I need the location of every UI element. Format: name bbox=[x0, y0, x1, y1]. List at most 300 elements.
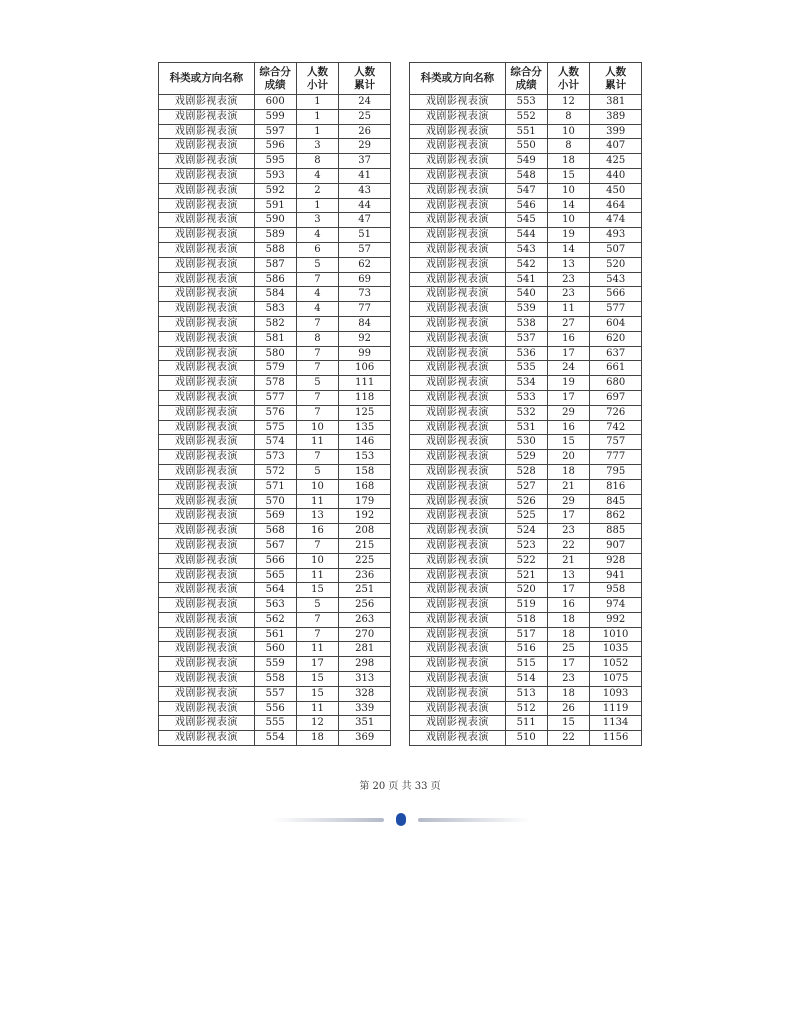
cell-cumulative: 84 bbox=[339, 316, 391, 331]
cell-score: 559 bbox=[254, 657, 296, 672]
cell-category: 戏剧影视表演 bbox=[410, 316, 506, 331]
cell-category: 戏剧影视表演 bbox=[159, 509, 255, 524]
cell-score: 561 bbox=[254, 627, 296, 642]
cell-cumulative: 680 bbox=[590, 376, 642, 391]
table-row bbox=[159, 598, 391, 613]
cell-count: 18 bbox=[547, 612, 590, 627]
cell-count: 18 bbox=[547, 464, 590, 479]
cell-cumulative: 41 bbox=[339, 168, 391, 183]
table-row bbox=[159, 272, 391, 287]
table-row bbox=[410, 672, 642, 687]
table-row bbox=[410, 450, 642, 465]
cell-category: 戏剧影视表演 bbox=[159, 435, 255, 450]
cell-score: 577 bbox=[254, 390, 296, 405]
cell-category: 戏剧影视表演 bbox=[159, 154, 255, 169]
cell-category: 戏剧影视表演 bbox=[410, 257, 506, 272]
cell-score: 556 bbox=[254, 701, 296, 716]
cell-count: 17 bbox=[547, 390, 590, 405]
cell-score: 571 bbox=[254, 479, 296, 494]
table-row bbox=[159, 494, 391, 509]
cell-count: 16 bbox=[296, 524, 339, 539]
cell-count: 7 bbox=[296, 538, 339, 553]
cell-category: 戏剧影视表演 bbox=[159, 213, 255, 228]
cell-count: 21 bbox=[547, 553, 590, 568]
table-body-right bbox=[410, 95, 642, 746]
cell-cumulative: 450 bbox=[590, 183, 642, 198]
table-row bbox=[410, 228, 642, 243]
cell-score: 533 bbox=[505, 390, 547, 405]
cell-count: 8 bbox=[547, 139, 590, 154]
cell-cumulative: 236 bbox=[339, 568, 391, 583]
cell-category: 戏剧影视表演 bbox=[159, 405, 255, 420]
cell-score: 582 bbox=[254, 316, 296, 331]
cell-score: 557 bbox=[254, 686, 296, 701]
cell-category: 戏剧影视表演 bbox=[410, 538, 506, 553]
cell-cumulative: 298 bbox=[339, 657, 391, 672]
cell-score: 528 bbox=[505, 464, 547, 479]
cell-cumulative: 24 bbox=[339, 95, 391, 110]
cell-category: 戏剧影视表演 bbox=[159, 183, 255, 198]
table-row bbox=[410, 287, 642, 302]
cell-score: 587 bbox=[254, 257, 296, 272]
table-row bbox=[159, 346, 391, 361]
cell-cumulative: 256 bbox=[339, 598, 391, 613]
table-row bbox=[410, 731, 642, 746]
cell-score: 554 bbox=[254, 731, 296, 746]
table-row bbox=[159, 568, 391, 583]
cell-count: 11 bbox=[296, 701, 339, 716]
cell-cumulative: 661 bbox=[590, 361, 642, 376]
table-row bbox=[159, 731, 391, 746]
cell-category: 戏剧影视表演 bbox=[410, 154, 506, 169]
cell-score: 576 bbox=[254, 405, 296, 420]
cell-count: 15 bbox=[547, 435, 590, 450]
cell-score: 555 bbox=[254, 716, 296, 731]
cell-score: 532 bbox=[505, 405, 547, 420]
cell-score: 553 bbox=[505, 95, 547, 110]
cell-cumulative: 313 bbox=[339, 672, 391, 687]
header-cumulative: 人数 累计 bbox=[339, 63, 391, 95]
cell-score: 523 bbox=[505, 538, 547, 553]
cell-category: 戏剧影视表演 bbox=[159, 464, 255, 479]
cell-score: 578 bbox=[254, 376, 296, 391]
cell-cumulative: 440 bbox=[590, 168, 642, 183]
table-row bbox=[410, 479, 642, 494]
cell-count: 7 bbox=[296, 346, 339, 361]
cell-cumulative: 777 bbox=[590, 450, 642, 465]
cell-cumulative: 604 bbox=[590, 316, 642, 331]
cell-score: 589 bbox=[254, 228, 296, 243]
cell-cumulative: 507 bbox=[590, 242, 642, 257]
cell-count: 4 bbox=[296, 228, 339, 243]
cell-category: 戏剧影视表演 bbox=[159, 242, 255, 257]
cell-score: 522 bbox=[505, 553, 547, 568]
table-row bbox=[410, 435, 642, 450]
cell-cumulative: 73 bbox=[339, 287, 391, 302]
cell-count: 24 bbox=[547, 361, 590, 376]
table-row bbox=[159, 168, 391, 183]
cell-count: 26 bbox=[547, 701, 590, 716]
cell-category: 戏剧影视表演 bbox=[410, 494, 506, 509]
table-row bbox=[410, 257, 642, 272]
cell-count: 2 bbox=[296, 183, 339, 198]
cell-category: 戏剧影视表演 bbox=[410, 435, 506, 450]
cell-category: 戏剧影视表演 bbox=[410, 376, 506, 391]
cell-score: 535 bbox=[505, 361, 547, 376]
table-row bbox=[159, 672, 391, 687]
cell-score: 595 bbox=[254, 154, 296, 169]
cell-cumulative: 57 bbox=[339, 242, 391, 257]
header-count: 人数 小计 bbox=[296, 63, 339, 95]
cell-score: 524 bbox=[505, 524, 547, 539]
cell-count: 23 bbox=[547, 287, 590, 302]
table-row bbox=[410, 154, 642, 169]
cell-category: 戏剧影视表演 bbox=[159, 642, 255, 657]
cell-category: 戏剧影视表演 bbox=[410, 553, 506, 568]
cell-count: 7 bbox=[296, 627, 339, 642]
cell-score: 544 bbox=[505, 228, 547, 243]
cell-count: 22 bbox=[547, 538, 590, 553]
cell-score: 538 bbox=[505, 316, 547, 331]
cell-score: 547 bbox=[505, 183, 547, 198]
table-row bbox=[410, 598, 642, 613]
cell-cumulative: 146 bbox=[339, 435, 391, 450]
cell-count: 5 bbox=[296, 464, 339, 479]
cell-cumulative: 369 bbox=[339, 731, 391, 746]
cell-count: 22 bbox=[547, 731, 590, 746]
cell-category: 戏剧影视表演 bbox=[159, 583, 255, 598]
header-count: 人数 小计 bbox=[547, 63, 590, 95]
cell-category: 戏剧影视表演 bbox=[159, 198, 255, 213]
cell-score: 565 bbox=[254, 568, 296, 583]
cell-count: 18 bbox=[296, 731, 339, 746]
table-row bbox=[410, 686, 642, 701]
table-row bbox=[159, 109, 391, 124]
cell-count: 11 bbox=[547, 302, 590, 317]
table-row bbox=[159, 390, 391, 405]
cell-count: 7 bbox=[296, 450, 339, 465]
table-row bbox=[410, 524, 642, 539]
page-number: 第 20 页 共 33 页 bbox=[359, 781, 441, 792]
cell-category: 戏剧影视表演 bbox=[159, 716, 255, 731]
table-row bbox=[410, 701, 642, 716]
table-row bbox=[159, 553, 391, 568]
cell-count: 27 bbox=[547, 316, 590, 331]
cell-count: 13 bbox=[547, 568, 590, 583]
cell-cumulative: 389 bbox=[590, 109, 642, 124]
table-row bbox=[410, 612, 642, 627]
cell-score: 597 bbox=[254, 124, 296, 139]
cell-category: 戏剧影视表演 bbox=[159, 420, 255, 435]
cell-count: 14 bbox=[547, 198, 590, 213]
table-row bbox=[410, 198, 642, 213]
cell-score: 591 bbox=[254, 198, 296, 213]
table-row bbox=[159, 435, 391, 450]
cell-score: 588 bbox=[254, 242, 296, 257]
cell-cumulative: 168 bbox=[339, 479, 391, 494]
cell-score: 527 bbox=[505, 479, 547, 494]
cell-count: 8 bbox=[296, 331, 339, 346]
cell-category: 戏剧影视表演 bbox=[410, 583, 506, 598]
cell-cumulative: 464 bbox=[590, 198, 642, 213]
divider-dot bbox=[396, 813, 406, 826]
cell-count: 23 bbox=[547, 672, 590, 687]
cell-cumulative: 339 bbox=[339, 701, 391, 716]
cell-category: 戏剧影视表演 bbox=[159, 95, 255, 110]
table-row bbox=[410, 213, 642, 228]
cell-score: 530 bbox=[505, 435, 547, 450]
cell-cumulative: 697 bbox=[590, 390, 642, 405]
cell-category: 戏剧影视表演 bbox=[159, 257, 255, 272]
cell-category: 戏剧影视表演 bbox=[410, 183, 506, 198]
table-row bbox=[159, 242, 391, 257]
cell-category: 戏剧影视表演 bbox=[159, 361, 255, 376]
table-row bbox=[159, 154, 391, 169]
cell-category: 戏剧影视表演 bbox=[410, 95, 506, 110]
cell-category: 戏剧影视表演 bbox=[410, 109, 506, 124]
cell-category: 戏剧影视表演 bbox=[159, 272, 255, 287]
cell-category: 戏剧影视表演 bbox=[159, 331, 255, 346]
table-row bbox=[410, 464, 642, 479]
cell-cumulative: 381 bbox=[590, 95, 642, 110]
cell-cumulative: 263 bbox=[339, 612, 391, 627]
table-row bbox=[159, 316, 391, 331]
cell-category: 戏剧影视表演 bbox=[410, 627, 506, 642]
cell-score: 537 bbox=[505, 331, 547, 346]
cell-score: 540 bbox=[505, 287, 547, 302]
cell-category: 戏剧影视表演 bbox=[410, 479, 506, 494]
cell-category: 戏剧影视表演 bbox=[410, 509, 506, 524]
cell-score: 550 bbox=[505, 139, 547, 154]
cell-score: 516 bbox=[505, 642, 547, 657]
cell-category: 戏剧影视表演 bbox=[159, 553, 255, 568]
cell-count: 10 bbox=[296, 553, 339, 568]
table-row bbox=[159, 509, 391, 524]
cell-cumulative: 493 bbox=[590, 228, 642, 243]
table-header-row bbox=[159, 63, 391, 95]
cell-score: 543 bbox=[505, 242, 547, 257]
cell-cumulative: 520 bbox=[590, 257, 642, 272]
cell-count: 19 bbox=[547, 376, 590, 391]
cell-count: 7 bbox=[296, 316, 339, 331]
cell-count: 3 bbox=[296, 213, 339, 228]
cell-count: 8 bbox=[296, 154, 339, 169]
table-row bbox=[159, 686, 391, 701]
cell-score: 518 bbox=[505, 612, 547, 627]
table-row bbox=[159, 612, 391, 627]
cell-category: 戏剧影视表演 bbox=[410, 346, 506, 361]
table-row bbox=[410, 568, 642, 583]
table-row bbox=[410, 390, 642, 405]
cell-count: 6 bbox=[296, 242, 339, 257]
cell-cumulative: 941 bbox=[590, 568, 642, 583]
cell-count: 12 bbox=[547, 95, 590, 110]
cell-cumulative: 43 bbox=[339, 183, 391, 198]
cell-category: 戏剧影视表演 bbox=[159, 346, 255, 361]
table-row bbox=[159, 701, 391, 716]
cell-score: 542 bbox=[505, 257, 547, 272]
table-row bbox=[159, 287, 391, 302]
cell-count: 10 bbox=[547, 124, 590, 139]
cell-category: 戏剧影视表演 bbox=[159, 494, 255, 509]
cell-cumulative: 885 bbox=[590, 524, 642, 539]
cell-count: 20 bbox=[547, 450, 590, 465]
cell-count: 10 bbox=[547, 183, 590, 198]
cell-score: 546 bbox=[505, 198, 547, 213]
cell-cumulative: 44 bbox=[339, 198, 391, 213]
table-row bbox=[159, 450, 391, 465]
table-row bbox=[410, 538, 642, 553]
cell-category: 戏剧影视表演 bbox=[159, 302, 255, 317]
cell-score: 552 bbox=[505, 109, 547, 124]
cell-score: 590 bbox=[254, 213, 296, 228]
cell-cumulative: 77 bbox=[339, 302, 391, 317]
table-row bbox=[410, 183, 642, 198]
table-row bbox=[410, 494, 642, 509]
cell-cumulative: 106 bbox=[339, 361, 391, 376]
cell-cumulative: 816 bbox=[590, 479, 642, 494]
table-row bbox=[159, 139, 391, 154]
cell-score: 549 bbox=[505, 154, 547, 169]
cell-category: 戏剧影视表演 bbox=[159, 376, 255, 391]
cell-category: 戏剧影视表演 bbox=[159, 524, 255, 539]
cell-category: 戏剧影视表演 bbox=[159, 568, 255, 583]
table-row bbox=[159, 538, 391, 553]
table-row bbox=[159, 657, 391, 672]
table-row bbox=[159, 524, 391, 539]
table-row bbox=[159, 627, 391, 642]
cell-score: 566 bbox=[254, 553, 296, 568]
cell-category: 戏剧影视表演 bbox=[410, 524, 506, 539]
cell-score: 572 bbox=[254, 464, 296, 479]
cell-score: 515 bbox=[505, 657, 547, 672]
cell-count: 4 bbox=[296, 302, 339, 317]
cell-cumulative: 928 bbox=[590, 553, 642, 568]
cell-count: 11 bbox=[296, 568, 339, 583]
cell-count: 16 bbox=[547, 420, 590, 435]
cell-category: 戏剧影视表演 bbox=[410, 450, 506, 465]
cell-score: 581 bbox=[254, 331, 296, 346]
page-divider bbox=[0, 812, 800, 828]
cell-score: 526 bbox=[505, 494, 547, 509]
score-table-left bbox=[158, 62, 391, 746]
table-row bbox=[410, 346, 642, 361]
header-category: 科类或方向名称 bbox=[410, 63, 506, 95]
table-row bbox=[410, 139, 642, 154]
cell-cumulative: 637 bbox=[590, 346, 642, 361]
cell-cumulative: 1093 bbox=[590, 686, 642, 701]
cell-score: 521 bbox=[505, 568, 547, 583]
cell-count: 1 bbox=[296, 95, 339, 110]
cell-category: 戏剧影视表演 bbox=[159, 390, 255, 405]
cell-count: 23 bbox=[547, 272, 590, 287]
cell-cumulative: 862 bbox=[590, 509, 642, 524]
cell-cumulative: 795 bbox=[590, 464, 642, 479]
cell-category: 戏剧影视表演 bbox=[159, 686, 255, 701]
cell-cumulative: 135 bbox=[339, 420, 391, 435]
cell-score: 534 bbox=[505, 376, 547, 391]
cell-count: 13 bbox=[547, 257, 590, 272]
table-row bbox=[159, 583, 391, 598]
cell-score: 568 bbox=[254, 524, 296, 539]
cell-score: 558 bbox=[254, 672, 296, 687]
cell-count: 1 bbox=[296, 109, 339, 124]
cell-cumulative: 192 bbox=[339, 509, 391, 524]
table-row bbox=[410, 316, 642, 331]
cell-score: 563 bbox=[254, 598, 296, 613]
cell-count: 8 bbox=[547, 109, 590, 124]
cell-count: 18 bbox=[547, 686, 590, 701]
cell-count: 10 bbox=[296, 420, 339, 435]
table-row bbox=[159, 198, 391, 213]
cell-cumulative: 577 bbox=[590, 302, 642, 317]
table-header-row bbox=[410, 63, 642, 95]
table-row bbox=[159, 405, 391, 420]
cell-count: 7 bbox=[296, 361, 339, 376]
cell-score: 539 bbox=[505, 302, 547, 317]
table-row bbox=[410, 302, 642, 317]
cell-category: 戏剧影视表演 bbox=[159, 731, 255, 746]
divider-line-right bbox=[418, 818, 530, 822]
cell-count: 29 bbox=[547, 405, 590, 420]
table-body-left bbox=[159, 95, 391, 746]
cell-category: 戏剧影视表演 bbox=[410, 420, 506, 435]
table-row bbox=[159, 361, 391, 376]
cell-cumulative: 125 bbox=[339, 405, 391, 420]
cell-count: 5 bbox=[296, 257, 339, 272]
cell-cumulative: 92 bbox=[339, 331, 391, 346]
cell-score: 599 bbox=[254, 109, 296, 124]
cell-score: 531 bbox=[505, 420, 547, 435]
cell-cumulative: 26 bbox=[339, 124, 391, 139]
table-row bbox=[159, 95, 391, 110]
cell-cumulative: 992 bbox=[590, 612, 642, 627]
cell-category: 戏剧影视表演 bbox=[159, 598, 255, 613]
cell-category: 戏剧影视表演 bbox=[410, 390, 506, 405]
table-row bbox=[410, 405, 642, 420]
table-row bbox=[410, 331, 642, 346]
table-row bbox=[410, 509, 642, 524]
cell-category: 戏剧影视表演 bbox=[159, 479, 255, 494]
cell-count: 17 bbox=[547, 583, 590, 598]
cell-cumulative: 620 bbox=[590, 331, 642, 346]
cell-category: 戏剧影视表演 bbox=[159, 109, 255, 124]
cell-cumulative: 47 bbox=[339, 213, 391, 228]
cell-count: 11 bbox=[296, 494, 339, 509]
table-row bbox=[159, 183, 391, 198]
divider-line-left bbox=[272, 818, 384, 822]
table-row bbox=[159, 213, 391, 228]
cell-score: 564 bbox=[254, 583, 296, 598]
table-row bbox=[410, 376, 642, 391]
table-row bbox=[159, 376, 391, 391]
cell-score: 592 bbox=[254, 183, 296, 198]
cell-cumulative: 118 bbox=[339, 390, 391, 405]
table-row bbox=[159, 420, 391, 435]
cell-count: 1 bbox=[296, 198, 339, 213]
cell-count: 3 bbox=[296, 139, 339, 154]
cell-cumulative: 179 bbox=[339, 494, 391, 509]
cell-category: 戏剧影视表演 bbox=[159, 612, 255, 627]
cell-cumulative: 407 bbox=[590, 139, 642, 154]
cell-count: 15 bbox=[547, 168, 590, 183]
cell-category: 戏剧影视表演 bbox=[410, 228, 506, 243]
cell-score: 511 bbox=[505, 716, 547, 731]
cell-count: 15 bbox=[296, 672, 339, 687]
cell-score: 573 bbox=[254, 450, 296, 465]
cell-cumulative: 566 bbox=[590, 287, 642, 302]
cell-category: 戏剧影视表演 bbox=[410, 612, 506, 627]
